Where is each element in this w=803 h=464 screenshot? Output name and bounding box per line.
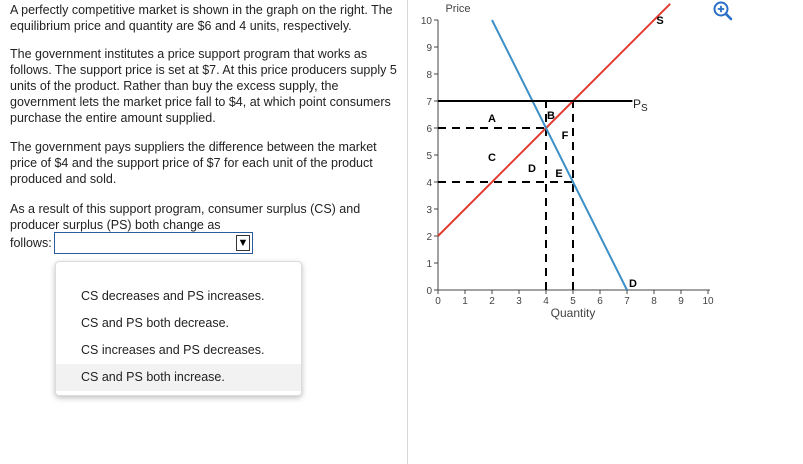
x-tick-label: 3 <box>516 296 522 307</box>
x-tick-label: 4 <box>543 296 549 307</box>
region-label-c: C <box>488 152 496 164</box>
zoom-in-icon[interactable] <box>713 1 733 21</box>
x-tick-label: 0 <box>435 296 441 307</box>
price-support-graph <box>408 0 803 464</box>
y-tick-label: 7 <box>426 97 432 108</box>
x-tick-label: 10 <box>702 296 714 307</box>
question-prompt: As a result of this support program, consumer surplus (CS) and producer surplus (PS) both change as <box>10 202 361 232</box>
y-axis-label: Price <box>445 3 471 15</box>
x-tick-label: 5 <box>570 296 576 307</box>
question-intro: A perfectly competitive market is shown in the graph on the right. The equilibrium price and quantity are $6 and 4 units, respectively. <box>10 3 393 33</box>
region-label-a: A <box>488 113 496 125</box>
axis-ticks <box>421 16 714 307</box>
y-tick-label: 6 <box>426 124 432 135</box>
x-tick-label: 7 <box>624 296 630 307</box>
region-label-d: D <box>528 163 536 175</box>
answer-dropdown[interactable] <box>54 232 253 254</box>
y-tick-label: 4 <box>426 178 432 189</box>
dropdown-option[interactable]: CS decreases and PS increases. <box>81 289 265 303</box>
x-tick-label: 6 <box>597 296 603 307</box>
region-label-b: B <box>547 110 555 122</box>
y-tick-label: 1 <box>426 259 432 270</box>
support-price-label: $P_S$ <box>633 97 648 114</box>
x-tick-label: 9 <box>678 296 684 307</box>
dropdown-menu <box>55 261 302 396</box>
dashed-guides <box>438 101 573 290</box>
x-tick-label: 1 <box>462 296 468 307</box>
demand-end-label: D <box>629 278 637 290</box>
follows-label: follows: <box>10 236 52 250</box>
x-axis-label: Quantity <box>550 306 596 320</box>
dropdown-option[interactable]: CS and PS both decrease. <box>81 316 230 330</box>
y-tick-label: 5 <box>426 151 432 162</box>
y-tick-label: 3 <box>426 205 432 216</box>
y-tick-label: 2 <box>426 232 432 243</box>
y-tick-label: 8 <box>426 70 432 81</box>
y-tick-label: 0 <box>426 286 432 297</box>
region-label-e: E <box>555 168 563 180</box>
demand-curve <box>492 20 627 290</box>
dropdown-option-highlighted[interactable]: CS and PS both increase. <box>56 364 301 391</box>
x-tick-label: 2 <box>489 296 495 307</box>
y-tick-label: 9 <box>426 43 432 54</box>
supply-label: S <box>656 15 664 27</box>
x-tick-label: 8 <box>651 296 657 307</box>
region-label-f: F <box>561 130 569 142</box>
dropdown-arrow-icon[interactable]: ▼ <box>237 237 249 249</box>
curves <box>438 4 670 290</box>
y-tick-label: 10 <box>420 16 432 27</box>
question-payment: The government pays suppliers the difference between the market price of $4 and the support price of $7 for each unit of the product produced and sold. <box>10 140 377 186</box>
question-program: The government institutes a price support program that works as follows. The support price is set at $7. At this price producers supply 5 units of the product. Rather than buy the excess supply, the government lets the market price fall to $4, at which point consumers purchase the entire amount supplied. <box>10 47 397 125</box>
dropdown-option[interactable]: CS increases and PS decreases. <box>81 343 265 357</box>
